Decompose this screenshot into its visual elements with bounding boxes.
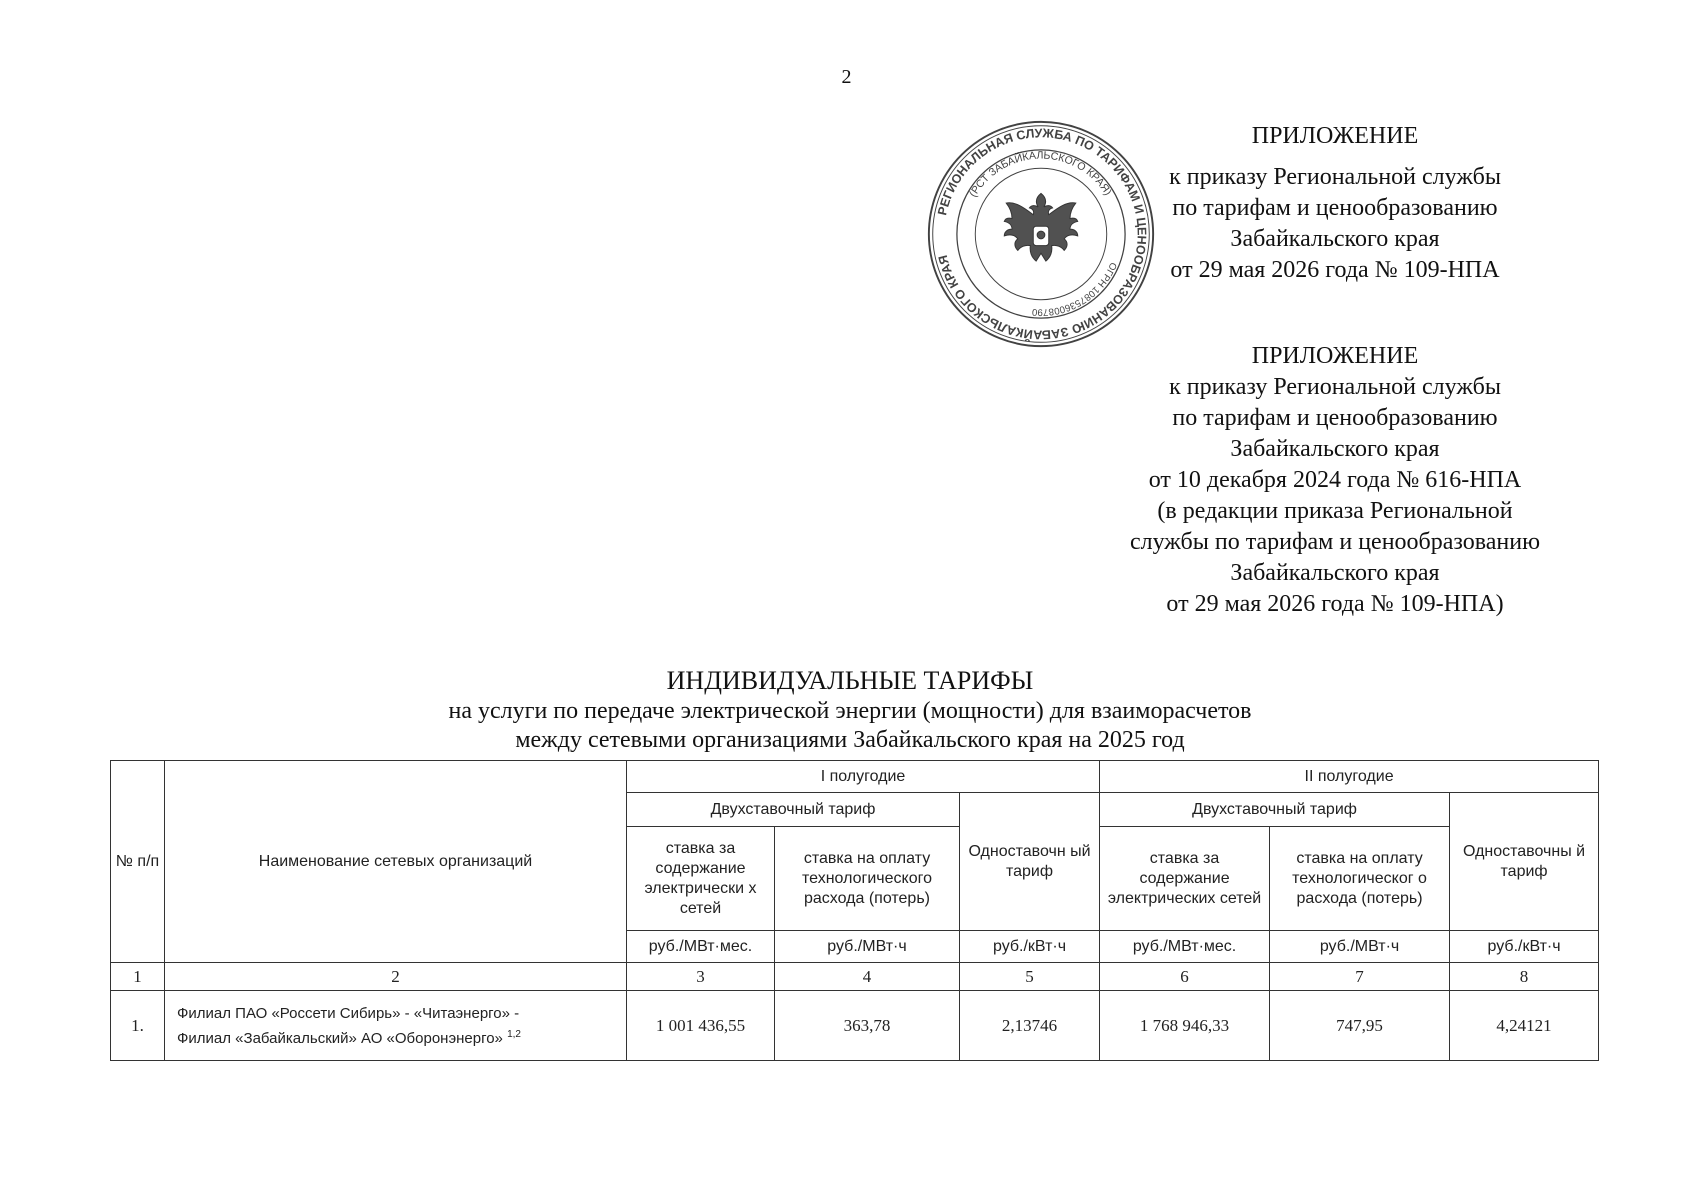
document-title: ИНДИВИДУАЛЬНЫЕ ТАРИФЫ bbox=[666, 666, 1034, 695]
org-name-line: Филиал «Забайкальский» АО «Оборонэнерго» bbox=[177, 1029, 503, 1047]
appendix-current-header bbox=[1135, 121, 1535, 286]
appendix-original-line: Забайкальского края bbox=[1230, 560, 1440, 586]
coat-of-arms-emblem bbox=[1004, 193, 1077, 261]
header-two-rate-h2: Двухставочный тариф bbox=[1100, 793, 1450, 827]
appendix-current-line: от 29 мая 2026 года № 109-НПА bbox=[1170, 257, 1500, 283]
header-two-rate-h1: Двухставочный тариф bbox=[627, 793, 960, 827]
header-single-rate-h2: Одноставочны й тариф bbox=[1450, 793, 1599, 931]
unit-cell: руб./кВт·ч bbox=[960, 931, 1100, 963]
unit-cell: руб./МВт·мес. bbox=[1100, 931, 1270, 963]
column-number: 2 bbox=[165, 963, 627, 991]
column-number-row bbox=[111, 963, 1599, 991]
header-half-1: I полугодие bbox=[627, 761, 1100, 793]
row-number: 1. bbox=[111, 991, 165, 1061]
header-org-name: Наименование сетевых организаций bbox=[165, 761, 627, 963]
header-num: № п/п bbox=[111, 761, 165, 963]
column-number: 8 bbox=[1450, 963, 1599, 991]
value-cell: 4,24121 bbox=[1450, 991, 1599, 1061]
header-row-periods bbox=[111, 761, 1599, 793]
appendix-original-line: от 10 декабря 2024 года № 616-НПА bbox=[1148, 467, 1522, 493]
unit-cell: руб./МВт·ч bbox=[1270, 931, 1450, 963]
appendix-current-line: Забайкальского края bbox=[1230, 226, 1440, 252]
value-cell: 1 001 436,55 bbox=[627, 991, 775, 1061]
appendix-original-line: по тарифам и ценообразованию bbox=[1172, 405, 1498, 431]
header-loss-rate-h1: ставка на оплату технологического расхода (потерь) bbox=[775, 827, 960, 931]
unit-cell: руб./МВт·мес. bbox=[627, 931, 775, 963]
value-cell: 2,13746 bbox=[960, 991, 1100, 1061]
appendix-current-line: по тарифам и ценообразованию bbox=[1172, 195, 1498, 221]
appendix-original-line: Забайкальского края bbox=[1230, 436, 1440, 462]
document-subtitle-line: на услуги по передаче электрической энергии (мощности) для взаиморасчетов bbox=[448, 698, 1252, 724]
unit-cell: руб./МВт·ч bbox=[775, 931, 960, 963]
appendix-original-line: от 29 мая 2026 года № 109-НПА) bbox=[1166, 591, 1504, 617]
appendix-current-heading: ПРИЛОЖЕНИЕ bbox=[1251, 123, 1419, 149]
official-seal bbox=[922, 118, 1160, 350]
seal-inner-text: (РСТ ЗАБАЙКАЛЬСКОГО КРАЯ) bbox=[967, 149, 1114, 200]
header-single-rate-h1: Одноставочн ый тариф bbox=[960, 793, 1100, 931]
header-maintenance-rate-h1: ставка за содержание электрически х сетей bbox=[627, 827, 775, 931]
page-number: 2 bbox=[841, 66, 852, 88]
org-name-line: Филиал ПАО «Россети Сибирь» - «Читаэнерго» - bbox=[177, 1004, 520, 1022]
appendix-original-line: (в редакции приказа Региональной bbox=[1157, 498, 1513, 524]
unit-cell: руб./кВт·ч bbox=[1450, 931, 1599, 963]
header-maintenance-rate-h2: ставка за содержание электрических сетей bbox=[1100, 827, 1270, 931]
appendix-original-header bbox=[1090, 341, 1580, 620]
appendix-current-line: к приказу Региональной службы bbox=[1169, 164, 1501, 190]
column-number: 6 bbox=[1100, 963, 1270, 991]
column-number: 3 bbox=[627, 963, 775, 991]
value-cell: 1 768 946,33 bbox=[1100, 991, 1270, 1061]
column-number: 5 bbox=[960, 963, 1100, 991]
footnote-marker: 1,2 bbox=[507, 1028, 521, 1040]
tariff-table bbox=[110, 760, 1599, 1061]
appendix-original-line: службы по тарифам и ценообразованию bbox=[1129, 529, 1541, 555]
seal-outer-text: РЕГИОНАЛЬНАЯ СЛУЖБА ПО ТАРИФАМ И ЦЕНООБРАЗОВАНИЮ ЗАБАЙКАЛЬСКОГО КРАЯ bbox=[935, 126, 1149, 342]
value-cell: 747,95 bbox=[1270, 991, 1450, 1061]
appendix-original-heading: ПРИЛОЖЕНИЕ bbox=[1251, 343, 1419, 369]
header-loss-rate-h2: ставка на оплату технологическог о расхода (потерь) bbox=[1270, 827, 1450, 931]
header-half-2: II полугодие bbox=[1100, 761, 1599, 793]
column-number: 1 bbox=[111, 963, 165, 991]
table-row bbox=[111, 991, 1599, 1061]
seal-ogrn-text: ОГРН 1087536008790 bbox=[1031, 260, 1119, 318]
column-number: 4 bbox=[775, 963, 960, 991]
document-subtitle-line: между сетевыми организациями Забайкальского края на 2025 год bbox=[515, 727, 1185, 753]
appendix-original-line: к приказу Региональной службы bbox=[1169, 374, 1501, 400]
document-title-block bbox=[110, 665, 1590, 755]
org-name-cell bbox=[165, 991, 627, 1061]
column-number: 7 bbox=[1270, 963, 1450, 991]
value-cell: 363,78 bbox=[775, 991, 960, 1061]
